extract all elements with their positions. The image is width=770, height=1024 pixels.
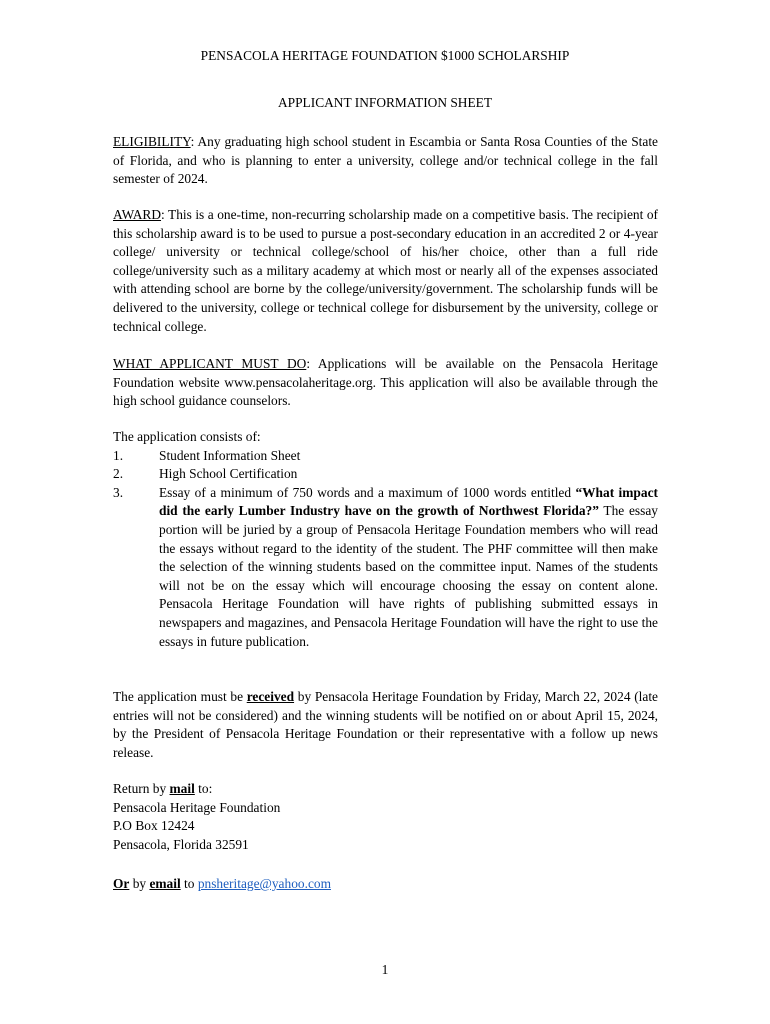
deadline-section	[113, 688, 658, 762]
eligibility-label: ELIGIBILITY	[113, 134, 191, 149]
return-mail-word: mail	[169, 781, 195, 796]
list-item	[113, 447, 658, 466]
address-line: P.O Box 12424	[113, 818, 195, 834]
application-section	[113, 428, 658, 651]
email-word: email	[149, 876, 181, 891]
must-do-text: : Applications will be available on the Pensacola Heritage Foundation website www.pensacolaheritage.org. This application will also be available through the high school guidance counselors.	[113, 356, 658, 409]
document-subtitle: APPLICANT INFORMATION SHEET	[277, 95, 492, 110]
application-intro: The application consists of:	[113, 429, 261, 444]
deadline-text-continued: by Pensacola Heritage Foundation by Friday, March 22, 2024 (late entries will not be considered) and the winning students will be notified on or about April 15, 2024, by the President of Pensacola Heritage Foundation or their representative with a follow up news release.	[113, 689, 658, 760]
address-line: Pensacola Heritage Foundation	[113, 799, 281, 815]
award-text: : This is a one-time, non-recurring scholarship made on a competitive basis. The recipient of this scholarship award is to be used to pursue a post-secondary education in an accredited 2 or 4-year college/ university or technical college/school of his/her choice, other than a full ride college/university such as a military academy at which most or nearly all of the expenses associated with attending school are borne by the college/university/government. The scholarship funds will be delivered to the university, college or technical college for disbursement by the university, college or technical college.	[113, 207, 658, 334]
list-text: Essay of a minimum of 750 words and a maximum of 1000 words entitled	[159, 484, 576, 500]
award-section	[113, 206, 658, 336]
eligibility-text: : Any graduating high school student in Escambia or Santa Rosa Counties of the State of Florida, and who is planning to enter a university, college and/or technical college in the fall semester of 2024.	[113, 134, 658, 187]
award-label: AWARD	[113, 207, 162, 222]
email-or: Or	[113, 876, 130, 891]
must-do-label: WHAT APPLICANT MUST DO	[113, 356, 307, 371]
document-title: PENSACOLA HERITAGE FOUNDATION $1000 SCHOLARSHIP	[200, 48, 570, 63]
essay-topic: “What impact did the early Lumber Industry have on the growth of Northwest Florida?”	[159, 484, 658, 519]
email-by: by	[129, 876, 150, 891]
list-text: High School Certification	[159, 466, 298, 482]
list-text-continued: The essay portion will be juried by a group of Pensacola Heritage Foundation members who will read the essays without regard to the identity of the student. The PHF committee will then make the selection of the winning students based on the committee input. Names of the students will not be on the essay which will encourage choosing the essay on content alone. Pensacola Heritage Foundation will have rights of publishing submitted essays in newspapers and magazines, and Pensacola Heritage Foundation will have the right to use the essays in future publication.	[159, 503, 658, 649]
email-link[interactable]: pnsheritage@yahoo.com	[197, 876, 331, 891]
eligibility-section	[113, 133, 658, 189]
deadline-text: The application must be	[113, 689, 247, 704]
must-do-section	[113, 355, 658, 411]
list-number: 1.	[113, 447, 124, 463]
application-list	[113, 447, 658, 652]
address-line: Pensacola, Florida 32591	[113, 836, 249, 852]
return-section	[113, 780, 658, 854]
list-number: 3.	[113, 484, 124, 500]
list-number: 2.	[113, 466, 124, 482]
list-item	[113, 465, 658, 484]
return-suffix: to:	[194, 781, 213, 796]
list-text: Student Information Sheet	[159, 447, 301, 463]
email-to: to	[180, 876, 198, 891]
email-section	[113, 875, 658, 894]
deadline-emphasis: received	[246, 689, 295, 704]
page-number: 1	[381, 962, 389, 977]
return-prefix: Return by	[113, 781, 170, 796]
list-item	[113, 484, 658, 651]
